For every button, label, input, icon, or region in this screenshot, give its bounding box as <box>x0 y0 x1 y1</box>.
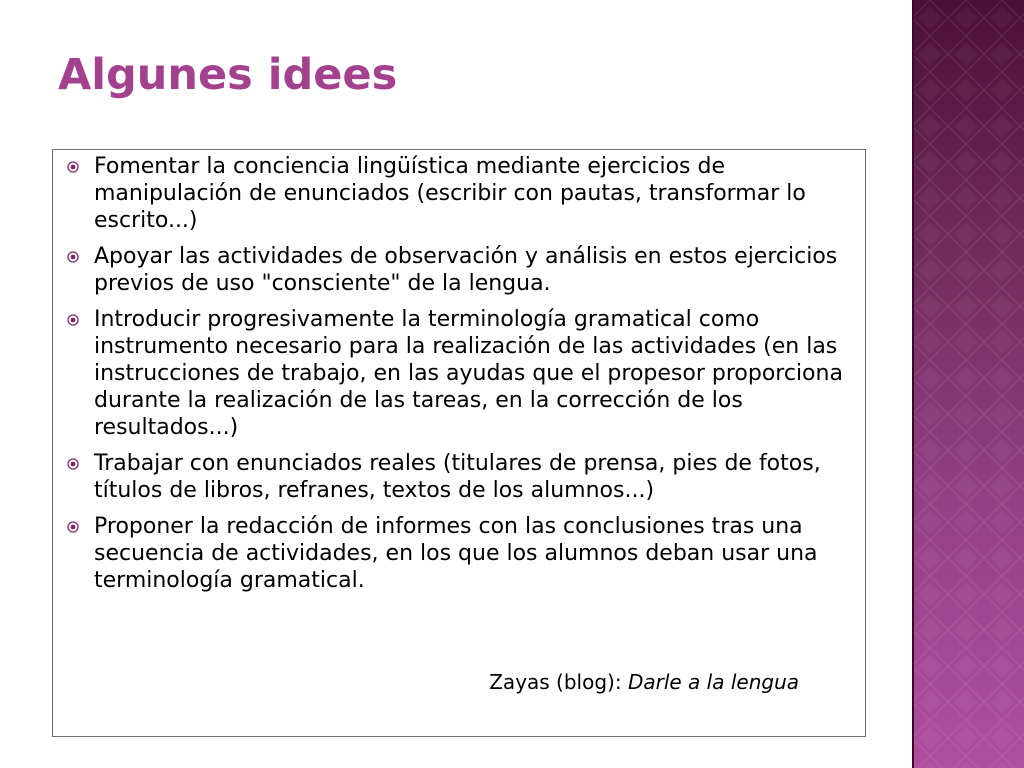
target-bullet-icon <box>67 314 79 326</box>
citation <box>489 670 799 694</box>
list-item <box>63 450 863 504</box>
list-item <box>63 306 863 441</box>
slide-title: Algunes idees <box>58 50 398 100</box>
list-item <box>63 153 863 234</box>
diamond-pattern <box>912 0 1024 768</box>
bullet-text: Proponer la redacción de informes con las conclusiones tras una secuencia de actividades, en los que los alumnos deban usar una terminología gramatical. <box>94 514 818 593</box>
target-bullet-icon <box>67 251 79 263</box>
list-item <box>63 243 863 297</box>
citation-author: Zayas (blog): <box>489 670 628 694</box>
target-bullet-icon <box>67 458 79 470</box>
decorative-side-panel <box>912 0 1024 768</box>
target-bullet-icon <box>67 521 79 533</box>
bullet-text: Apoyar las actividades de observación y análisis en estos ejercicios previos de uso "consciente" de la lengua. <box>94 244 838 296</box>
target-bullet-icon <box>67 161 79 173</box>
bullet-list <box>63 153 863 603</box>
content-box <box>52 149 866 737</box>
list-item <box>63 513 863 594</box>
bullet-text: Trabajar con enunciados reales (titulares de prensa, pies de fotos, títulos de libros, refranes, textos de los alumnos...) <box>94 451 821 503</box>
citation-work-title: Darle a la lengua <box>627 670 799 694</box>
bullet-text: Introducir progresivamente la terminología gramatical como instrumento necesario para la realización de las actividades (en las instrucciones de trabajo, en las ayudas que el propesor proporciona durante la realización de las tareas, en la corrección de los resultados...) <box>94 307 843 440</box>
bullet-text: Fomentar la conciencia lingüística mediante ejercicios de manipulación de enunciados (escribir con pautas, transformar lo escrito...) <box>94 154 806 233</box>
